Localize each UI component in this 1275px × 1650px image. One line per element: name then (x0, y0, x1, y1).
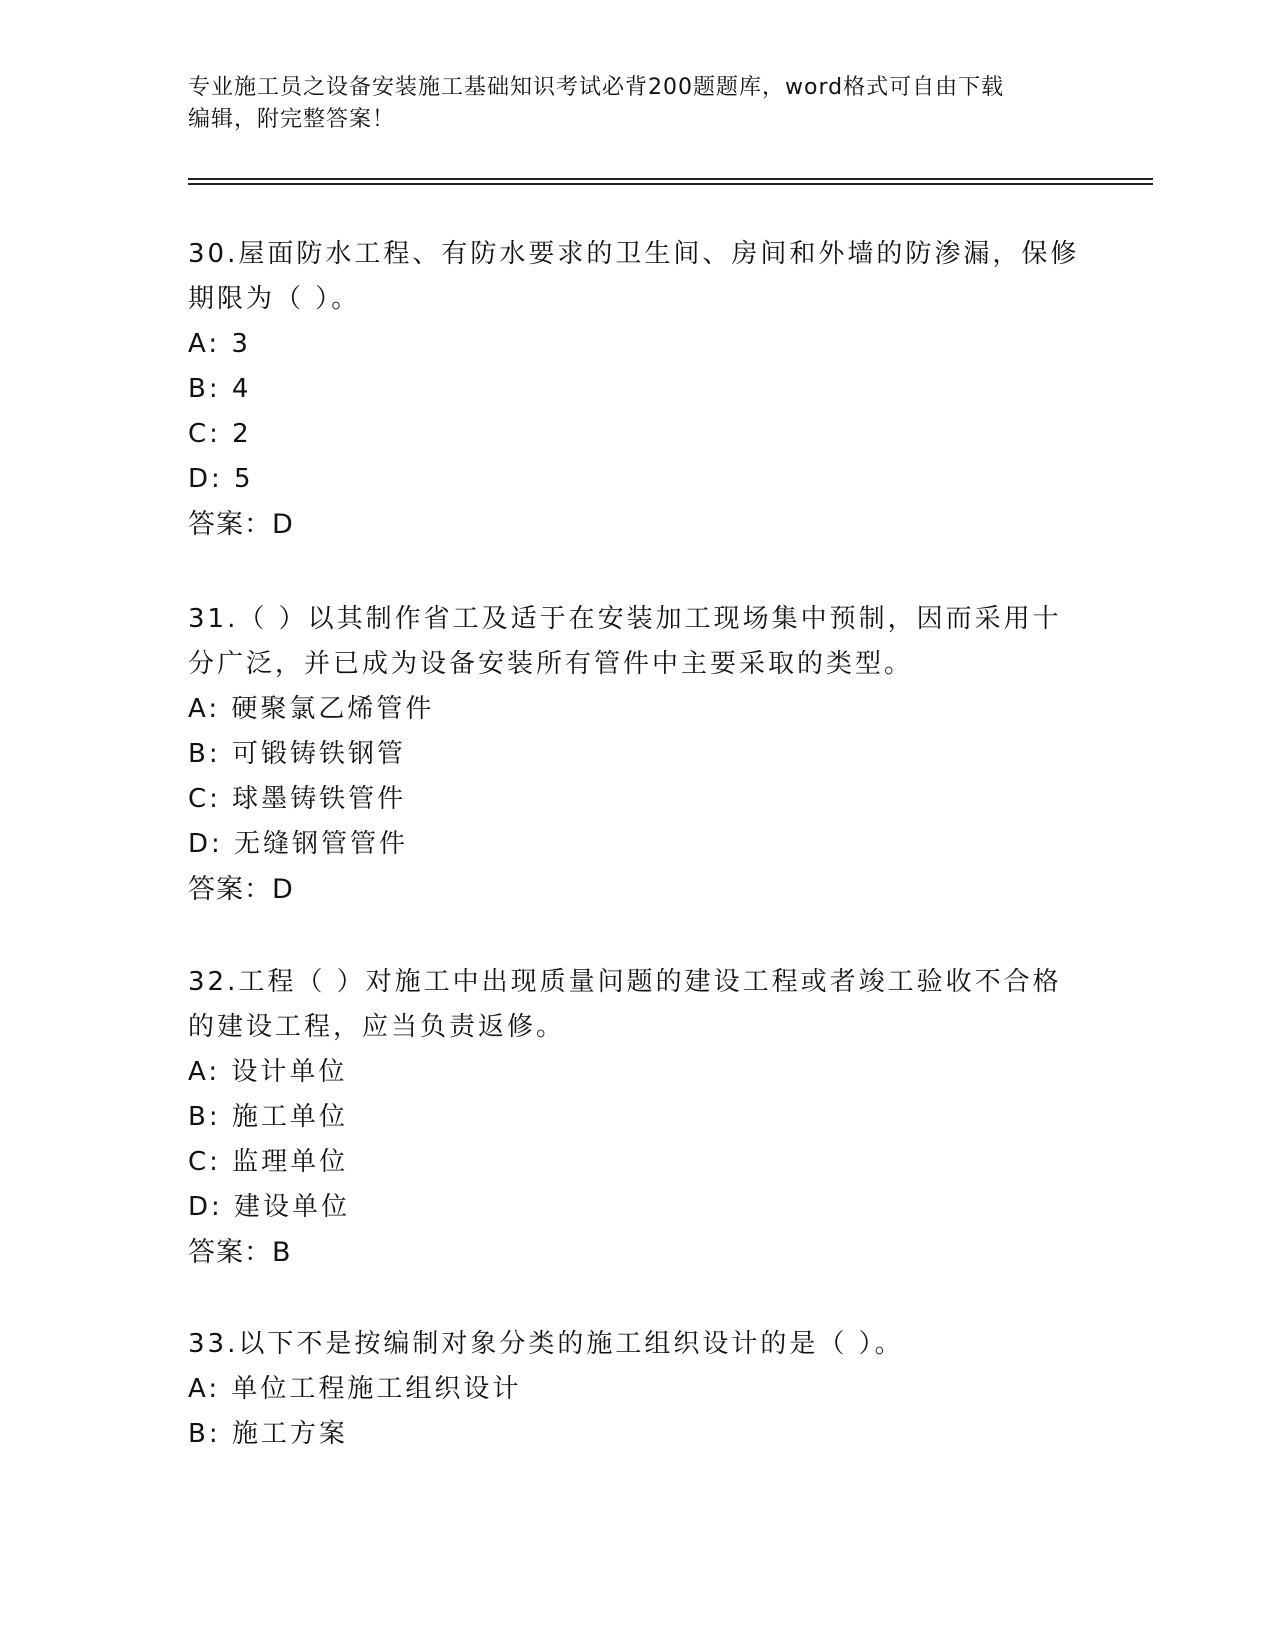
option-a: A: 设计单位 (188, 1057, 348, 1087)
option-d: D: 建设单位 (188, 1192, 351, 1222)
answer: 答案：D (188, 509, 294, 540)
question-stem-line-1: 31.（ ）以其制作省工及适于在安装加工现场集中预制，因而采用十 (188, 604, 1062, 634)
option-c: C: 2 (188, 419, 252, 449)
question-stem-line-2: 期限为（ ）。 (188, 284, 361, 314)
option-a: A: 3 (188, 329, 251, 359)
header-divider-top (188, 178, 1153, 180)
option-d: D: 无缝钢管管件 (188, 829, 409, 859)
question-33 (188, 1322, 1088, 1457)
option-b: B: 4 (188, 374, 252, 404)
question-30 (188, 232, 1088, 548)
question-stem-line-2: 分广泛，并已成为设备安装所有管件中主要采取的类型。 (188, 649, 914, 679)
question-32 (188, 960, 1088, 1276)
header-line-2: 编辑，附完整答案！ (188, 107, 396, 132)
answer: 答案：D (188, 874, 294, 905)
question-stem-line-1: 32.工程（ ）对施工中出现质量问题的建设工程或者竣工验收不合格 (188, 967, 1062, 997)
option-b: B: 施工单位 (188, 1102, 348, 1132)
option-b: B: 可锻铸铁钢管 (188, 739, 406, 769)
option-a: A: 单位工程施工组织设计 (188, 1374, 522, 1404)
option-c: C: 球墨铸铁管件 (188, 784, 407, 814)
option-b: B: 施工方案 (188, 1419, 348, 1449)
option-c: C: 监理单位 (188, 1147, 349, 1177)
question-stem-line-2: 的建设工程，应当负责返修。 (188, 1012, 566, 1042)
question-31 (188, 597, 1088, 913)
question-stem-line-1: 33.以下不是按编制对象分类的施工组织设计的是（ ）。 (188, 1329, 904, 1359)
question-stem-line-1: 30.屋面防水工程、有防水要求的卫生间、房间和外墙的防渗漏，保修 (188, 239, 1080, 269)
document-header (188, 72, 1088, 136)
header-divider-bottom (188, 183, 1153, 185)
option-d: D: 5 (188, 464, 254, 494)
header-line-1: 专业施工员之设备安装施工基础知识考试必背200题题库，word格式可自由下载 (188, 75, 1005, 100)
answer: 答案：B (188, 1237, 292, 1268)
option-a: A: 硬聚氯乙烯管件 (188, 694, 435, 724)
